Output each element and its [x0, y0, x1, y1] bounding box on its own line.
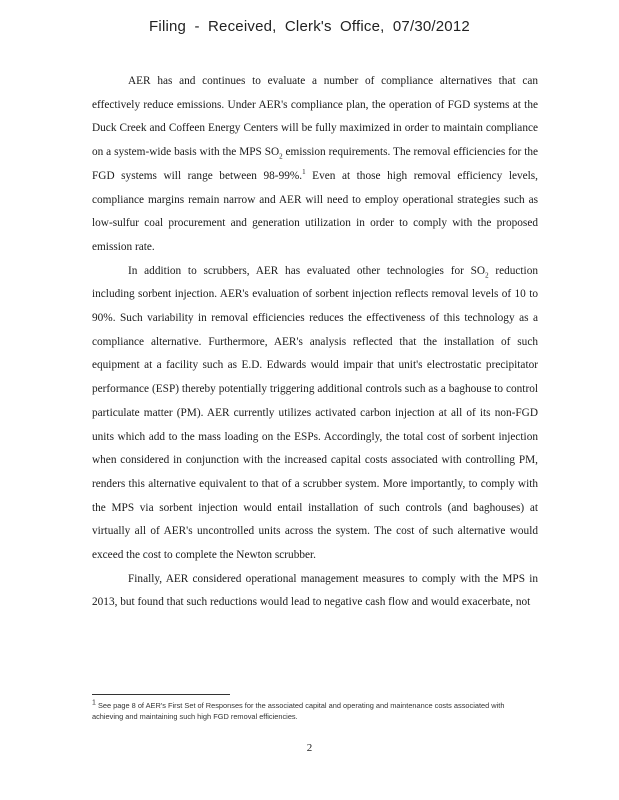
footnote-marker: 1 [92, 699, 96, 707]
footnote [92, 700, 512, 722]
paragraph-1-part-b: emission requirements. The removal efficiencies for the FGD systems will range between 98-99%. [92, 146, 538, 182]
paragraph-2-part-a: In addition to scrubbers, AER has evaluated other technologies for SO [128, 264, 486, 277]
paragraph-2-part-b: reduction including sorbent injection. AER's evaluation of sorbent injection reflects removal levels of 10 to 90%. Such variability in removal efficiencies reduces the effectiveness of this technology as a compliance alternative. Furthermore, AER's analysis reflected that the installation of such equipment at a facility such as E.D. Edwards would impair that unit's electrostatic precipitator performance (ESP) thereby potentially triggering additional controls such as a baghouse to control particulate matter (PM). AER currently utilizes activated carbon injection at all of its non-FGD units which add to the mass loading on the ESPs. Accordingly, the total cost of sorbent injection when considered in conjunction with the increased capital costs associated with controlling PM, renders this alternative equivalent to that of a scrubber system. More importantly, to comply with the MPS via sorbent injection would entail installation of such controls (and baghouses) at virtually all of AER's uncontrolled units across the system. The cost of such alternative would exceed the cost to complete the Newton scrubber. [92, 264, 538, 562]
paragraph-sorbent-injection [92, 260, 538, 568]
filing-stamp-header: Filing - Received, Clerk's Office, 07/30/2012 [149, 18, 470, 35]
paragraph-1-part-c: Even at those high removal efficiency levels, compliance margins remain narrow and AER will need to employ operational strategies such as low-sulfur coal procurement and generation utilization in order to comply with the proposed emission rate. [92, 169, 539, 253]
paragraph-1-part-a: AER has and continues to evaluate a number of compliance alternatives that can effectively reduce emissions. Under AER's compliance plan, the operation of FGD systems at the Duck Creek and Coffeen Energy Centers will be fully maximized in order to maintain compliance on a system-wide basis with the MPS SO [92, 75, 538, 159]
footnote-divider [92, 694, 230, 695]
so2-subscript: 2 [485, 270, 489, 279]
document-body [92, 70, 538, 615]
page-number: 2 [306, 742, 313, 754]
footnote-text: See page 8 of AER's First Set of Responses for the associated capital and operating and maintenance costs associated with achieving and maintaining such high FGD removal efficiencies. [92, 701, 505, 721]
paragraph-compliance-alternatives [92, 70, 538, 260]
paragraph-operational-measures: Finally, AER considered operational management measures to comply with the MPS in 2013, but found that such reductions would lead to negative cash flow and would exacerbate, not [92, 572, 538, 609]
so2-subscript: 2 [279, 152, 283, 161]
footnote-reference[interactable]: 1 [302, 168, 306, 177]
